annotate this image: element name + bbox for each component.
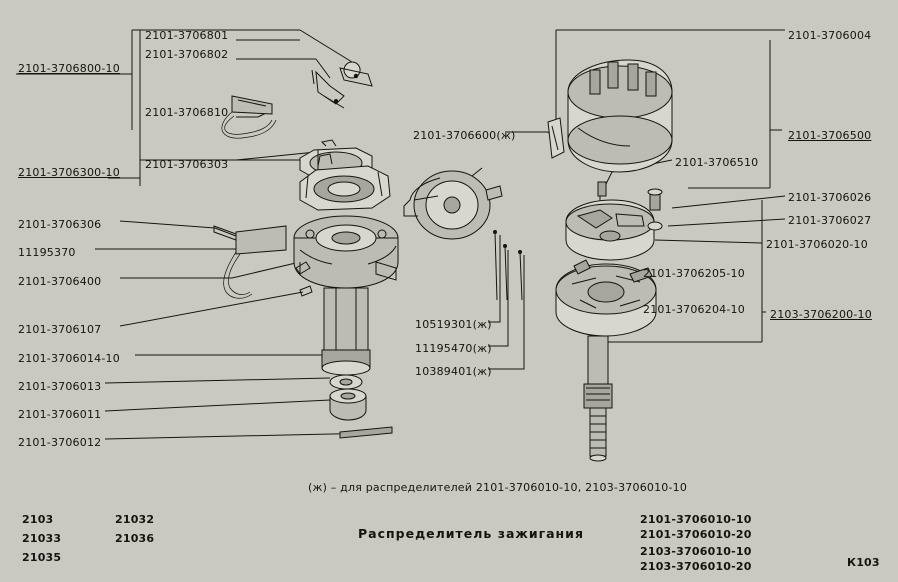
label-2101-3706014-10: 2101-3706014-10 [18, 352, 120, 365]
label-2101-3706107: 2101-3706107 [18, 323, 102, 336]
label-2101-3706026: 2101-3706026 [788, 191, 872, 204]
label-11195370: 11195370 [18, 246, 76, 259]
label-2101-3706810: 2101-3706810 [145, 106, 229, 119]
label-2101-3706205-10: 2101-3706205-10 [643, 267, 745, 280]
label-2101-3706013: 2101-3706013 [18, 380, 102, 393]
label-2101-3706020-10: 2101-3706020-10 [766, 238, 868, 251]
footnote: (ж) – для распределителей 2101-3706010-10, 2103-3706010-10 [308, 481, 688, 494]
label-2101-3706300-10: 2101-3706300-10 [18, 166, 120, 179]
group-code-mid-0: 21032 [115, 513, 155, 526]
label-2101-3706303: 2101-3706303 [145, 158, 229, 171]
label-10519301: 10519301(ж) [415, 318, 492, 331]
label-2101-3706510: 2101-3706510 [675, 156, 759, 169]
group-code-right-2: 2103-3706010-10 [640, 545, 752, 558]
label-2101-3706600: 2101-3706600(ж) [413, 129, 516, 142]
group-code-left-1: 21033 [22, 532, 62, 545]
group-code-left-0: 2103 [22, 513, 54, 526]
label-10389401: 10389401(ж) [415, 365, 492, 378]
label-2101-3706004: 2101-3706004 [788, 29, 872, 42]
sheet-code: К103 [847, 556, 880, 569]
label-11195470: 11195470(ж) [415, 342, 492, 355]
label-2101-3706800-10: 2101-3706800-10 [18, 62, 120, 75]
label-2101-3706011: 2101-3706011 [18, 408, 102, 421]
label-2101-3706802: 2101-3706802 [145, 48, 229, 61]
label-2101-3706400: 2101-3706400 [18, 275, 102, 288]
group-code-left-2: 21035 [22, 551, 62, 564]
label-2101-3706012: 2101-3706012 [18, 436, 102, 449]
label-2101-3706306: 2101-3706306 [18, 218, 102, 231]
label-2103-3706200-10: 2103-3706200-10 [770, 308, 872, 321]
group-code-right-1: 2101-3706010-20 [640, 528, 752, 541]
group-code-mid-1: 21036 [115, 532, 155, 545]
label-2101-3706500: 2101-3706500 [788, 129, 872, 142]
group-code-right-0: 2101-3706010-10 [640, 513, 752, 526]
label-2101-3706801: 2101-3706801 [145, 29, 229, 42]
group-code-right-3: 2103-3706010-20 [640, 560, 752, 573]
page-title: Распределитель зажигания [358, 526, 584, 541]
label-2101-3706027: 2101-3706027 [788, 214, 872, 227]
label-2101-3706204-10: 2101-3706204-10 [643, 303, 745, 316]
